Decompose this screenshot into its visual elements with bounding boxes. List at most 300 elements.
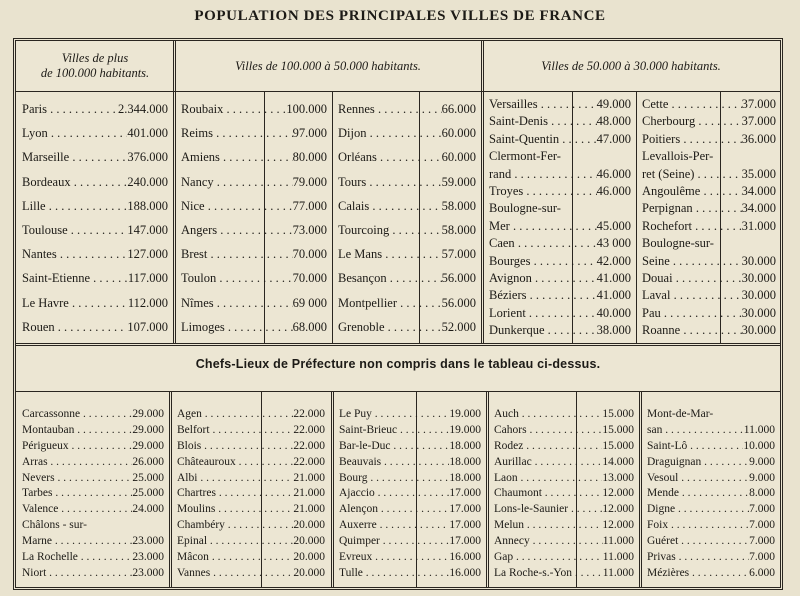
population-value: 20.000 [293,535,325,548]
city-name: Nancy . . . [177,170,293,194]
population-value: 25.000 [132,487,164,500]
city-name: Saint-Brieuc . . . [335,423,449,439]
population-value: 7.000 [749,503,775,516]
city-name: Rodez . . . [490,439,602,455]
city-name: Rouen . . . [18,315,127,339]
small-cities-list-2 [638,96,780,339]
population-value: 70.000 [292,247,327,262]
table-row [638,200,780,217]
city-name: rand . . . [485,166,597,183]
population-value: 15.000 [602,423,634,436]
city-name: Moulins . . . [173,502,293,518]
city-name: Douai . . . [638,270,742,287]
city-name: Arras . . . [18,455,132,471]
table-row [173,534,329,550]
population-value: 14.000 [602,455,634,468]
table-row [335,471,485,487]
table-row [643,455,779,471]
col-divider [636,91,637,343]
city-name: Cette . . . [638,96,742,113]
city-name: Mézières . . . [643,566,749,582]
population-value: 147.000 [127,222,168,237]
population-value: 15.000 [602,439,634,452]
city-name: Brest . . . [177,242,293,266]
city-name: Lyon . . . [18,121,127,145]
population-value: 16.000 [449,566,481,579]
table-row [18,534,168,550]
table-row [485,218,635,235]
table-row [490,534,638,550]
city-name: Nevers . . . [18,471,132,487]
city-name: Cahors . . . [490,423,602,439]
city-name: Châlons - sur- [22,519,87,532]
population-value: 23.000 [132,566,164,579]
population-value: 18.000 [449,471,481,484]
city-name: La Rochelle . . . [18,550,132,566]
city-name: Nice . . . [177,194,293,218]
city-name: Angers . . . [177,218,293,242]
population-value: 12.000 [602,503,634,516]
city-name: Saint-Etienne . . . [18,266,128,290]
population-value: 37.000 [741,114,776,129]
population-value: 22.000 [293,423,325,436]
table-row [18,170,172,194]
city-name: Roanne . . . [638,322,742,339]
city-name: Laon . . . [490,471,602,487]
table-row [177,145,331,169]
population-value: 17.000 [449,535,481,548]
table-row [485,287,635,304]
population-value: 7.000 [749,519,775,532]
population-value: 30.000 [741,305,776,320]
table-row [177,194,331,218]
population-value: 11.000 [602,566,634,579]
city-name: Clermont-Fer- [489,149,561,164]
city-name: ret (Seine) . . . [638,166,742,183]
population-value: 19.000 [449,423,481,436]
table-row [643,502,779,518]
city-name: Boulogne-sur- [642,236,714,251]
table-row [638,270,780,287]
population-value: 73.000 [292,222,327,237]
table-row [638,287,780,304]
col-divider [639,391,642,587]
table-row [177,121,331,145]
population-value: 37.000 [741,97,776,111]
table-row [335,407,485,423]
population-value: 77.000 [292,198,327,213]
population-value: 13.000 [602,471,634,484]
table-row [638,113,780,130]
city-name: Levallois-Per- [642,149,714,164]
table-row [485,96,635,113]
table-row [334,97,480,121]
table-row [643,439,779,455]
city-name: Le Havre . . . [18,291,128,315]
table-row [177,315,331,339]
table-row [485,235,635,252]
table-row [334,242,480,266]
table-row [638,166,780,183]
population-value: 18.000 [449,439,481,452]
population-value: 112.000 [127,295,168,310]
col-divider [332,91,333,343]
prefecture-divider [16,391,780,392]
city-name: Mende . . . [643,486,749,502]
city-name: Troyes . . . [485,183,597,200]
population-value: 47.000 [596,131,631,146]
table-row [490,566,638,582]
city-name: Cherbourg . . . [638,113,742,130]
table-row [18,518,168,534]
table-row [638,148,780,165]
city-name: Niort . . . [18,566,132,582]
table-row [18,218,172,242]
city-name: Nîmes . . . [177,291,293,315]
prefecture-list-1 [18,407,168,582]
city-name: Auxerre . . . [335,518,449,534]
table-row [638,96,780,113]
population-value: 401.000 [127,126,168,141]
population-value: 41.000 [596,288,631,303]
table-row [335,534,485,550]
header-small-cities: Villes de 50.000 à 30.000 habitants. [541,58,721,73]
city-name: Tourcoing . . . [334,218,442,242]
table-row [334,315,480,339]
table-row [638,253,780,270]
table-row [173,566,329,582]
population-value: 20.000 [293,519,325,532]
medium-cities-list-2 [334,97,480,339]
population-value: 240.000 [127,174,168,189]
population-value: 17.000 [449,487,481,500]
city-name: Paris . . . [18,97,118,121]
table-row [485,183,635,200]
population-value: 46.000 [596,166,631,181]
city-name: Perpignan . . . [638,200,742,217]
table-row [490,518,638,534]
table-row [638,235,780,252]
table-row [334,218,480,242]
table-row [335,502,485,518]
city-name: Melun . . . [490,518,602,534]
city-name: Quimper . . . [335,534,449,550]
city-name: Grenoble . . . [334,315,442,339]
population-value: 56.000 [441,271,476,286]
city-name: Nantes . . . [18,242,127,266]
table-row [173,502,329,518]
population-value: 117.000 [127,271,168,286]
large-cities-list [18,97,172,339]
city-name: Saint-Lô . . . [643,439,743,455]
population-table [13,38,783,590]
prefecture-list-5 [643,407,779,582]
table-row [18,121,172,145]
city-name: Tulle . . . [335,566,449,582]
table-row [490,471,638,487]
city-name: Lille . . . [18,194,127,218]
table-row [490,439,638,455]
population-value: 60.000 [441,126,476,141]
table-row [485,200,635,217]
table-row [177,170,331,194]
table-row [643,471,779,487]
table-row [173,423,329,439]
population-value: 12.000 [602,487,634,500]
population-value: 17.000 [449,519,481,532]
population-value: 59.000 [441,174,476,189]
population-value: 18.000 [449,455,481,468]
population-value: 49.000 [596,97,631,111]
prefecture-list-4 [490,407,638,582]
population-value: 21.000 [293,503,325,516]
city-name: Draguignan . . . [643,455,749,471]
table-row [18,315,172,339]
city-name: Blois . . . [173,439,293,455]
city-name: Guéret . . . [643,534,749,550]
table-row [490,550,638,566]
population-value: 69 000 [292,295,327,310]
population-value: 20.000 [293,551,325,564]
city-name: Angoulême . . . [638,183,742,200]
city-name: Beauvais . . . [335,455,449,471]
city-name: Digne . . . [643,502,749,518]
table-row [335,439,485,455]
population-value: 10.000 [743,439,775,452]
table-row [173,471,329,487]
table-row [485,322,635,339]
table-row [638,305,780,322]
col-divider [481,41,484,343]
population-value: 2.344.000 [118,102,168,116]
city-name: Châteauroux . . . [173,455,293,471]
header-divider [16,91,780,92]
population-value: 22.000 [293,455,325,468]
table-row [490,486,638,502]
table-row [173,518,329,534]
table-row [485,113,635,130]
city-name: Roubaix . . . [177,97,286,121]
table-row [18,407,168,423]
population-value: 66.000 [441,102,476,116]
population-value: 22.000 [293,408,325,420]
population-value: 56.000 [441,295,476,310]
col-divider [173,41,176,343]
city-name: Toulon . . . [177,266,293,290]
table-row [638,218,780,235]
city-name: Alençon . . . [335,502,449,518]
table-row [18,566,168,582]
city-name: Bar-le-Duc . . . [335,439,449,455]
table-row [18,423,168,439]
population-value: 9.000 [749,455,775,468]
table-row [334,266,480,290]
population-value: 188.000 [127,198,168,213]
city-name: Agen . . . [173,407,293,423]
city-name: Privas . . . [643,550,749,566]
table-row [643,534,779,550]
table-row [638,183,780,200]
population-value: 30.000 [741,270,776,285]
city-name: Chaumont . . . [490,486,602,502]
city-name: Ajaccio . . . [335,486,449,502]
population-value: 11.000 [602,551,634,564]
population-value: 34.000 [741,183,776,198]
city-name: Laval . . . [638,287,742,304]
table-row [643,550,779,566]
table-row [334,170,480,194]
table-row [485,148,635,165]
city-name: Poitiers . . . [638,131,742,148]
population-value: 15.000 [602,408,634,420]
table-row [638,322,780,339]
population-value: 58.000 [441,198,476,213]
city-name: Orléans . . . [334,145,442,169]
population-value: 30.000 [741,253,776,268]
table-row [643,423,779,439]
city-name: Mer . . . [485,218,597,235]
prefecture-list-3 [335,407,485,582]
table-row [173,455,329,471]
city-name: Annecy . . . [490,534,603,550]
city-name: Caen . . . [485,235,597,252]
city-name: Saint-Denis . . . [485,113,597,130]
city-name: Périgueux . . . [18,439,132,455]
city-name: Avignon . . . [485,270,597,287]
population-value: 60.000 [441,150,476,165]
table-row [490,407,638,423]
table-row [177,97,331,121]
population-value: 376.000 [127,150,168,165]
population-value: 16.000 [449,551,481,564]
table-row [485,253,635,270]
table-row [485,131,635,148]
city-name: Mâcon . . . [173,550,293,566]
table-row [18,291,172,315]
table-row [335,423,485,439]
city-name: Seine . . . [638,253,742,270]
medium-cities-list-1 [177,97,331,339]
table-row [485,166,635,183]
population-value: 23.000 [132,535,164,548]
population-value: 43 000 [596,236,631,251]
population-value: 68.000 [292,319,327,334]
city-name: Belfort . . . [173,423,293,439]
table-row [177,242,331,266]
table-row [335,486,485,502]
city-name: Albi . . . [173,471,293,487]
population-value: 41.000 [596,270,631,285]
header-medium-cities: Villes de 100.000 à 50.000 habitants. [235,58,421,73]
population-value: 29.000 [132,423,164,436]
population-value: 38.000 [596,323,631,338]
city-name: Carcassonne . . . [18,407,132,423]
population-value: 107.000 [127,319,168,334]
prefecture-list-2 [173,407,329,582]
city-name: Le Puy . . . [335,407,449,423]
table-row [335,566,485,582]
population-value: 46.000 [596,183,631,198]
city-name: Gap . . . [490,550,603,566]
city-name: Lons-le-Saunier . . . [490,502,602,518]
population-value: 17.000 [449,503,481,516]
table-row [485,305,635,322]
population-value: 97.000 [292,126,327,141]
population-value: 20.000 [293,566,325,579]
table-row [18,439,168,455]
city-name: Montpellier . . . [334,291,442,315]
table-row [334,121,480,145]
population-value: 30.000 [741,288,776,303]
table-row [643,486,779,502]
table-row [335,518,485,534]
col-divider [486,391,489,587]
population-value: 9.000 [749,471,775,484]
population-value: 57.000 [441,247,476,262]
population-value: 11.000 [602,535,634,548]
city-name: Mont-de-Mar- [647,408,714,420]
table-row [18,194,172,218]
city-name: Bourg . . . [335,471,449,487]
table-row [485,270,635,287]
population-value: 25.000 [132,471,164,484]
table-row [638,131,780,148]
table-row [18,145,172,169]
page-title: POPULATION DES PRINCIPALES VILLES DE FRANCE [194,8,606,24]
table-row [335,550,485,566]
city-name: Marne . . . [18,534,132,550]
population-value: 29.000 [132,408,164,420]
city-name: Saint-Quentin . . . [485,131,597,148]
population-value: 30.000 [741,323,776,338]
population-value: 100.000 [286,102,327,116]
population-value: 6.000 [749,566,775,579]
population-value: 8.000 [749,487,775,500]
city-name: Le Mans . . . [334,242,442,266]
city-name: Tours . . . [334,170,442,194]
population-value: 29.000 [132,439,164,452]
population-value: 48.000 [596,114,631,129]
table-row [643,407,779,423]
table-row [490,423,638,439]
table-row [18,242,172,266]
population-value: 34.000 [741,201,776,216]
population-value: 127.000 [127,247,168,262]
city-name: Béziers . . . [485,287,597,304]
population-value: 42.000 [596,253,631,268]
table-row [490,502,638,518]
city-name: Boulogne-sur- [489,201,561,216]
population-value: 80.000 [292,150,327,165]
population-value: 52.000 [441,319,476,334]
table-row [334,194,480,218]
table-row [18,486,168,502]
table-row [177,266,331,290]
population-value: 7.000 [749,535,775,548]
city-name: Pau . . . [638,305,742,322]
city-name: Chartres . . . [173,486,293,502]
population-value: 21.000 [293,487,325,500]
population-value: 31.000 [741,218,776,233]
table-row [18,455,168,471]
population-value: 70.000 [292,271,327,286]
population-value: 40.000 [596,305,631,320]
city-name: Auch . . . [490,407,602,423]
population-value: 35.000 [741,166,776,181]
col-divider [331,391,334,587]
population-value: 7.000 [749,551,775,564]
header-large-cities: Villes de plus de 100.000 habitants. [40,51,150,80]
